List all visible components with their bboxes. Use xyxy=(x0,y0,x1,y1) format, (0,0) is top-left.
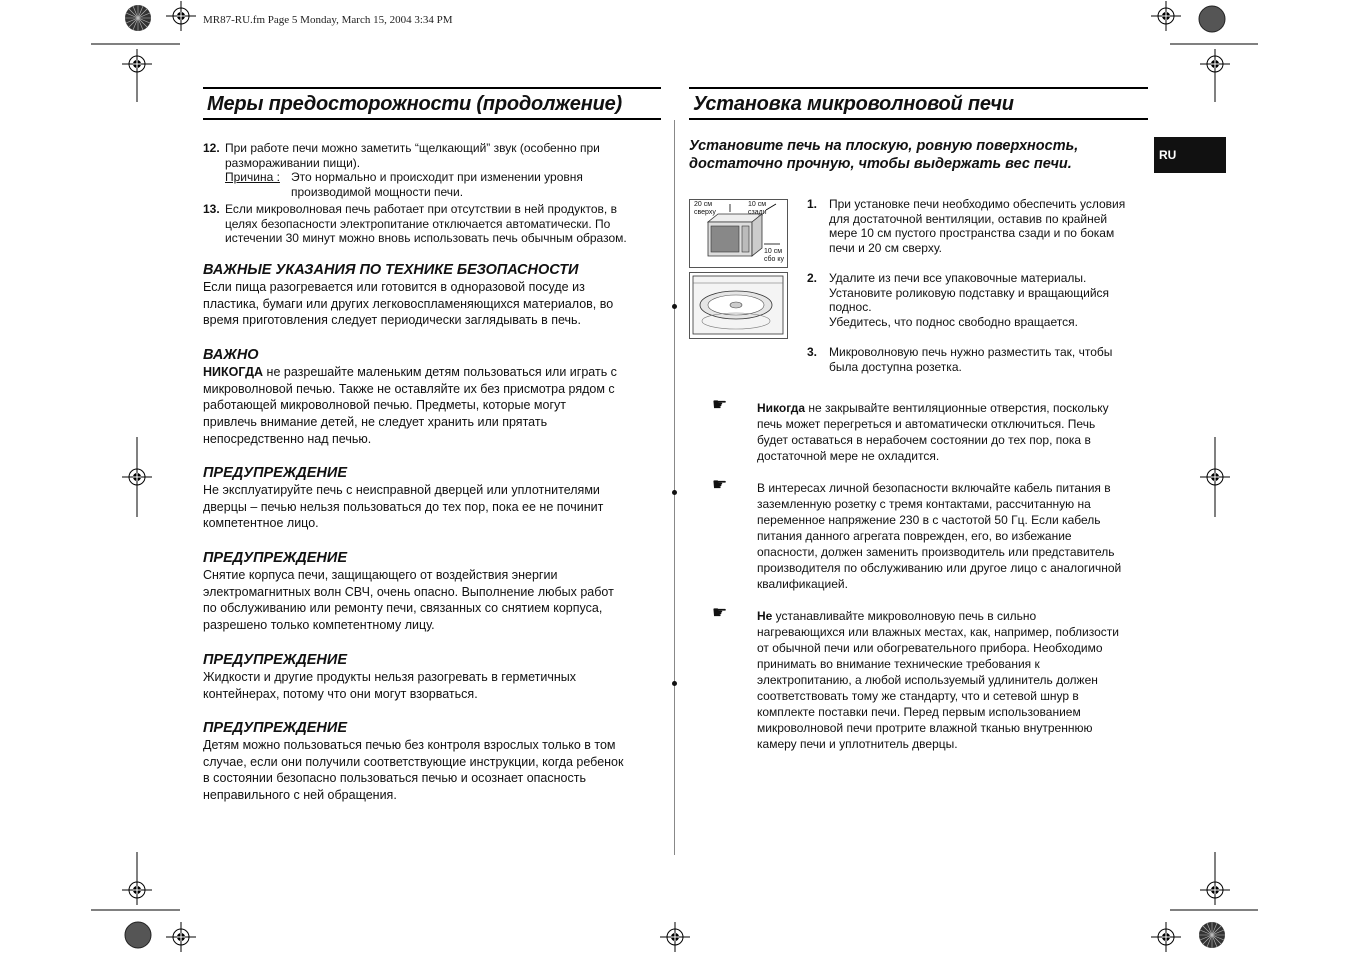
intro-line: достаточно прочную, чтобы выдержать вес печи. xyxy=(689,156,1072,172)
note-line: микроволновой печи протрите влажной тканью внутреннюю xyxy=(757,721,1093,735)
turntable-illustration xyxy=(690,273,787,338)
note-line: камеру печи и уплотнитель дверцы. xyxy=(757,737,958,751)
block-line: непосредственно над печью. xyxy=(203,431,372,446)
block-line: в состоянии безопасно пользоваться печью и осознает опасность xyxy=(203,771,586,786)
block-line: привлечь внимание детей, не следует хранить или прятать xyxy=(203,415,548,430)
important-block xyxy=(203,347,661,448)
warning-block xyxy=(203,720,661,804)
block-line: случае, если они получили соответствующие инструкции, когда ребенок xyxy=(203,754,624,769)
divider-dot xyxy=(672,681,677,686)
block-line: пластика, бумаги или других легковоспламеняющихся материалов, во xyxy=(203,296,614,311)
item-text-line: размораживании пищи). xyxy=(225,155,361,170)
block-heading: ПРЕДУПРЕЖДЕНИЕ xyxy=(203,720,347,736)
note-line: нагревающихся или влажных местах, как, например, поблизости xyxy=(757,625,1119,639)
note-line: не закрывайте вентиляционные отверстия, поскольку xyxy=(805,401,1109,415)
label-back: 10 см сзади xyxy=(748,201,767,216)
item-text-line: Если микроволновая печь работает при отсутствии в ней продуктов, в xyxy=(225,202,617,216)
install-step-1 xyxy=(807,197,1152,257)
block-line: время приготовления следует периодически заглядывать в печь. xyxy=(203,313,582,328)
block-line: по обслуживанию или ремонту печи, связанных со снятием корпуса, xyxy=(203,601,603,616)
note-line: будет оставаться в нерабочем состоянии до тех пор, пока в xyxy=(757,433,1091,447)
reason-text-line: производимой мощности печи. xyxy=(291,184,464,199)
step-number: 2. xyxy=(807,271,818,285)
block-line: дверцы – печью нельзя пользоваться до тех пор, пока ее не починит xyxy=(203,499,604,514)
note-line: переменное напряжение 230 в с частотой 50 Гц. Если кабель xyxy=(757,513,1101,527)
note-line: В интересах личной безопасности включайте кабель питания в xyxy=(757,481,1111,495)
pointing-hand-icon: ☛ xyxy=(712,395,728,414)
note-line: заземленную розетку с тремя контактами, рассчитанную на xyxy=(757,497,1091,511)
column-divider xyxy=(674,120,675,855)
language-tab: RU xyxy=(1154,137,1226,173)
note-line: комплекте поставки печи. Перед первым использованием xyxy=(757,705,1081,719)
note-placement xyxy=(712,603,1152,756)
step-line: Удалите из печи все упаковочные материалы. xyxy=(829,271,1087,285)
label-side: 10 см сбо ку xyxy=(764,248,784,263)
note-line: печь может перегреться и автоматически отключиться. Печь xyxy=(757,417,1096,431)
step-line: Микроволновую печь нужно разместить так, чтобы xyxy=(829,345,1113,359)
right-section-title: Установка микроволновой печи xyxy=(689,87,1148,120)
file-header: MR87-RU.fm Page 5 Monday, March 15, 2004 3:34 PM xyxy=(203,14,453,26)
block-line: работающей микроволновой печью. Предметы, которые могут xyxy=(203,398,566,413)
step-line: Установите роликовую подставку и вращающийся xyxy=(829,285,1110,300)
label-top: 20 см сверху xyxy=(694,201,716,216)
block-line: Снятие корпуса печи, защищающего от воздействия энергии xyxy=(203,568,558,582)
block-heading: ПРЕДУПРЕЖДЕНИЕ xyxy=(203,550,347,566)
note-grounding xyxy=(712,475,1152,595)
divider-dot xyxy=(672,490,677,495)
step-line: была доступна розетка. xyxy=(829,359,962,374)
block-line: Если пища разогревается или готовится в одноразовой посуде из xyxy=(203,280,585,294)
block-heading: ВАЖНО xyxy=(203,347,259,363)
step-number: 1. xyxy=(807,197,818,211)
item-number: 12. xyxy=(203,141,220,155)
install-step-3 xyxy=(807,345,1152,375)
note-line: соответствовать тому же стандарту, что и сетевой шнур в xyxy=(757,689,1079,703)
safety-block xyxy=(203,262,661,329)
step-line: для достаточной вентиляции, оставив по крайней xyxy=(829,211,1108,226)
note-line: устанавливайте микроволновую печь в сильно xyxy=(772,609,1037,623)
block-line: Жидкости и другие продукты нельзя разогревать в герметичных xyxy=(203,670,576,684)
note-line: электропитанию, а любой используемый удлинитель должен xyxy=(757,673,1098,687)
turntable-figure xyxy=(689,272,788,339)
step-number: 3. xyxy=(807,345,818,359)
note-line: квалификацией. xyxy=(757,577,848,591)
step-line: печи и 20 см сверху. xyxy=(829,240,942,255)
item-text-line: целях безопасности электропитание отключается автоматически. По xyxy=(225,216,611,231)
block-line: компетентное лицо. xyxy=(203,516,319,531)
item-text-line: истечении 30 минут можно вновь использовать печь обычным образом. xyxy=(225,231,627,245)
block-heading: ПРЕДУПРЕЖДЕНИЕ xyxy=(203,465,347,481)
intro-line: Установите печь на плоскую, ровную поверхность, xyxy=(689,138,1079,154)
block-line: разрешено только компетентному лицу. xyxy=(203,618,435,633)
bold-lead: Никогда xyxy=(757,401,806,415)
note-line: производителя по обслуживанию или другое лицо с аналогичной xyxy=(757,561,1122,575)
bold-lead: НИКОГДА xyxy=(203,365,264,379)
reason-text-line: Это нормально и происходит при изменении уровня xyxy=(291,170,583,184)
block-line: микроволновой печью. Также не оставляйте их без присмотра рядом с xyxy=(203,381,615,396)
pointing-hand-icon: ☛ xyxy=(712,475,728,494)
warning-block xyxy=(203,550,661,634)
block-line: электромагнитных волн СВЧ, очень опасно. Выполнение любых работ xyxy=(203,584,614,599)
item-number: 13. xyxy=(203,202,220,216)
install-intro xyxy=(689,137,1139,173)
step-line: мере 10 см пустого пространства сзади и по бокам xyxy=(829,226,1115,240)
step-line: Убедитесь, что поднос свободно вращается. xyxy=(829,314,1078,329)
note-line: опасности, должен заменить производитель или представитель xyxy=(757,545,1115,559)
warning-block xyxy=(203,465,661,532)
list-item-13 xyxy=(203,202,663,247)
install-step-2 xyxy=(807,271,1152,331)
block-line: Не эксплуатируйте печь с неисправной дверцей или уплотнителями xyxy=(203,483,600,497)
block-line: контейнерах, потому что они могут взорваться. xyxy=(203,686,478,701)
block-line: неправильного с ней обращения. xyxy=(203,788,397,803)
note-ventilation xyxy=(712,395,1152,466)
step-line: При установке печи необходимо обеспечить условия xyxy=(829,197,1126,211)
reason-note xyxy=(225,170,625,200)
clearance-figure xyxy=(689,199,788,268)
block-line: не разрешайте маленьким детям пользоваться или играть с xyxy=(263,365,617,379)
block-heading: ПРЕДУПРЕЖДЕНИЕ xyxy=(203,652,347,668)
item-text-line: При работе печи можно заметить “щелкающий” звук (особенно при xyxy=(225,141,600,155)
warning-block xyxy=(203,652,661,702)
bold-lead: Не xyxy=(757,609,773,623)
divider-dot xyxy=(672,304,677,309)
reason-label: Причина : xyxy=(225,170,280,184)
note-line: достаточной мере не охладится. xyxy=(757,449,940,463)
left-section-title: Меры предосторожности (продолжение) xyxy=(203,87,661,120)
block-heading: ВАЖНЫЕ УКАЗАНИЯ ПО ТЕХНИКЕ БЕЗОПАСНОСТИ xyxy=(203,262,579,278)
pointing-hand-icon: ☛ xyxy=(712,603,728,622)
block-line: Детям можно пользоваться печью без контроля взрослых только в том xyxy=(203,738,616,752)
note-line: принимать во внимание технические требования к xyxy=(757,657,1040,671)
note-line: от обычной печи или обогревательного прибора. Необходимо xyxy=(757,641,1103,655)
step-line: поднос. xyxy=(829,300,872,314)
note-line: питания данного агрегата поврежден, его, во избежание xyxy=(757,529,1072,543)
